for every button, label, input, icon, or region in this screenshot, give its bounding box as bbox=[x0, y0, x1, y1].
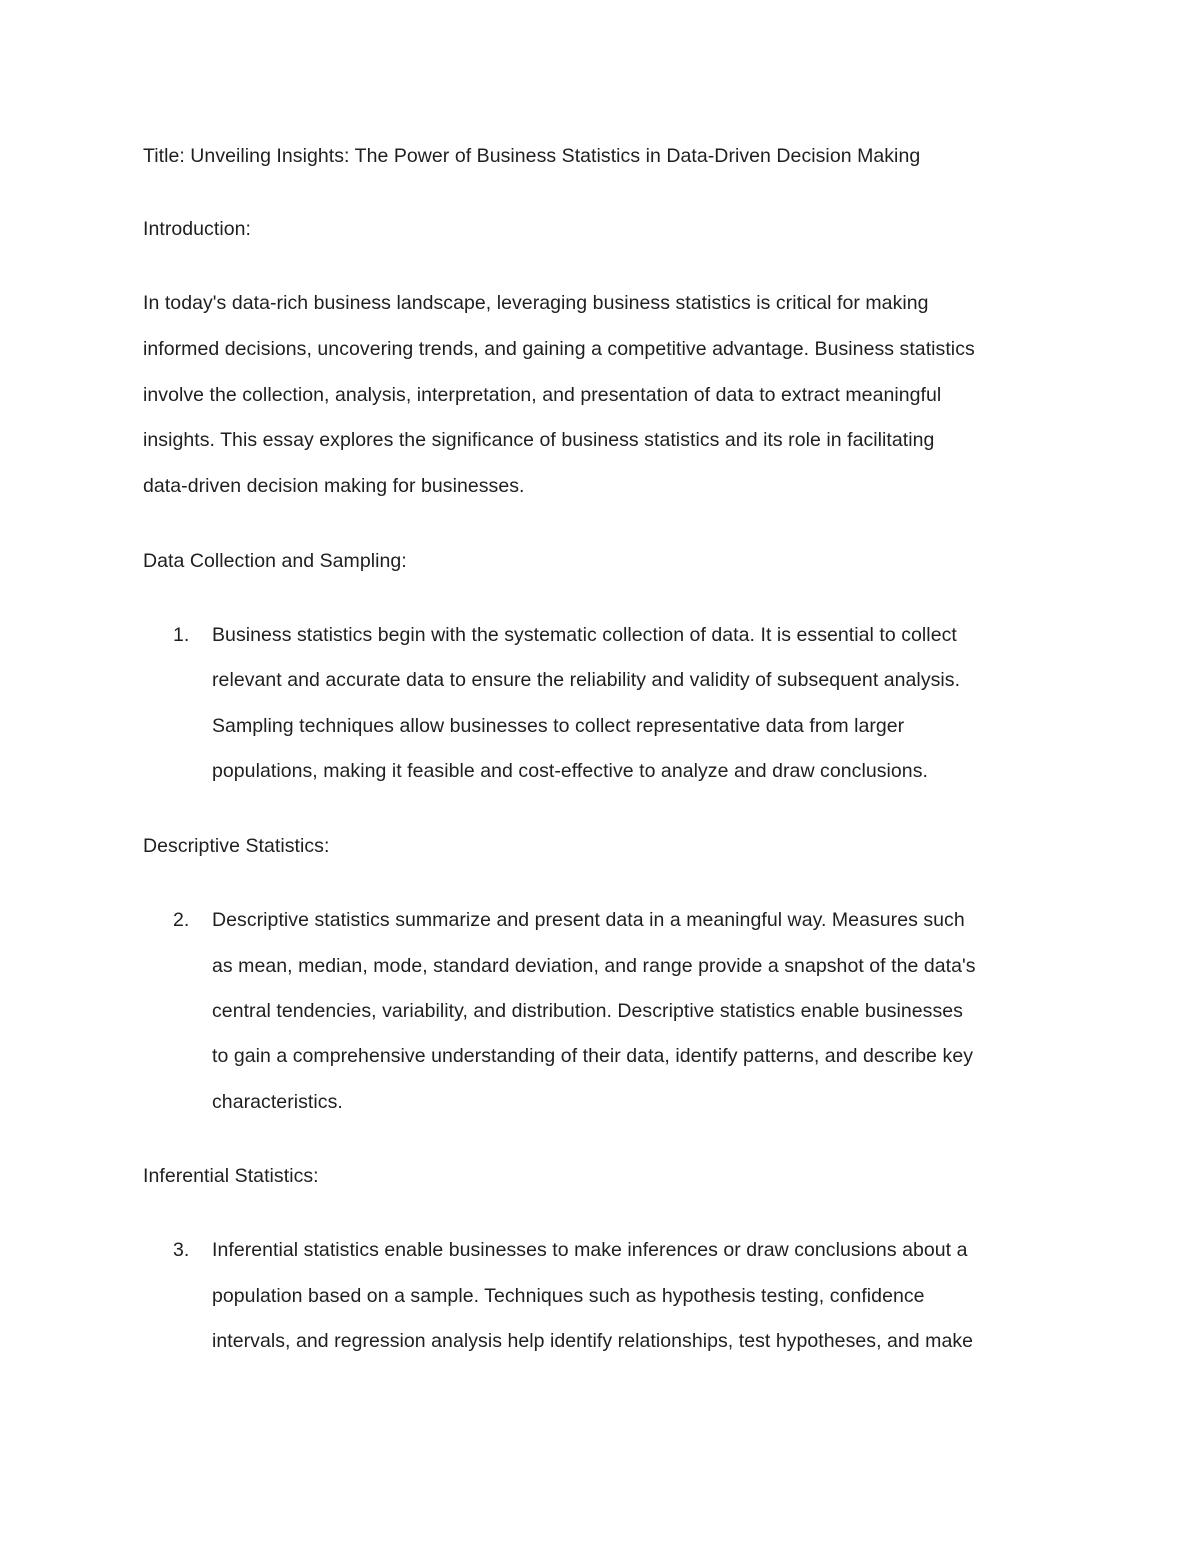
list-line: central tendencies, variability, and distribution. Descriptive statistics enable businesses bbox=[212, 1000, 963, 1022]
introduction-heading: Introduction: bbox=[143, 218, 251, 240]
section-heading-data-collection: Data Collection and Sampling: bbox=[143, 550, 407, 572]
list-line: relevant and accurate data to ensure the reliability and validity of subsequent analysis. bbox=[212, 669, 961, 691]
list-line: Sampling techniques allow businesses to collect representative data from larger bbox=[212, 715, 905, 737]
list-line: to gain a comprehensive understanding of their data, identify patterns, and describe key bbox=[212, 1045, 974, 1067]
paragraph-line: involve the collection, analysis, interpretation, and presentation of data to extract meaningful bbox=[143, 384, 942, 406]
list-line: intervals, and regression analysis help identify relationships, test hypotheses, and make bbox=[212, 1330, 974, 1352]
section-heading-inferential: Inferential Statistics: bbox=[143, 1165, 319, 1187]
paragraph-line: insights. This essay explores the significance of business statistics and its role in facilitating bbox=[143, 429, 935, 451]
list-line: Inferential statistics enable businesses to make inferences or draw conclusions about a bbox=[212, 1239, 968, 1261]
paragraph-line: data-driven decision making for businesses. bbox=[143, 475, 525, 497]
list-number: 1. bbox=[173, 624, 190, 646]
list-number: 3. bbox=[173, 1239, 190, 1261]
list-line: populations, making it feasible and cost-effective to analyze and draw conclusions. bbox=[212, 760, 928, 782]
paragraph-line: informed decisions, uncovering trends, and gaining a competitive advantage. Business statistics bbox=[143, 338, 975, 360]
list-line: characteristics. bbox=[212, 1091, 343, 1113]
list-line: Business statistics begin with the systematic collection of data. It is essential to collect bbox=[212, 624, 957, 646]
section-heading-descriptive: Descriptive Statistics: bbox=[143, 835, 330, 857]
list-line: Descriptive statistics summarize and present data in a meaningful way. Measures such bbox=[212, 909, 965, 931]
paragraph-line: In today's data-rich business landscape, leveraging business statistics is critical for making bbox=[143, 292, 929, 314]
list-number: 2. bbox=[173, 909, 190, 931]
list-line: as mean, median, mode, standard deviation, and range provide a snapshot of the data's bbox=[212, 955, 976, 977]
list-line: population based on a sample. Techniques such as hypothesis testing, confidence bbox=[212, 1285, 925, 1307]
document-title: Title: Unveiling Insights: The Power of Business Statistics in Data-Driven Decision Making bbox=[143, 145, 921, 167]
